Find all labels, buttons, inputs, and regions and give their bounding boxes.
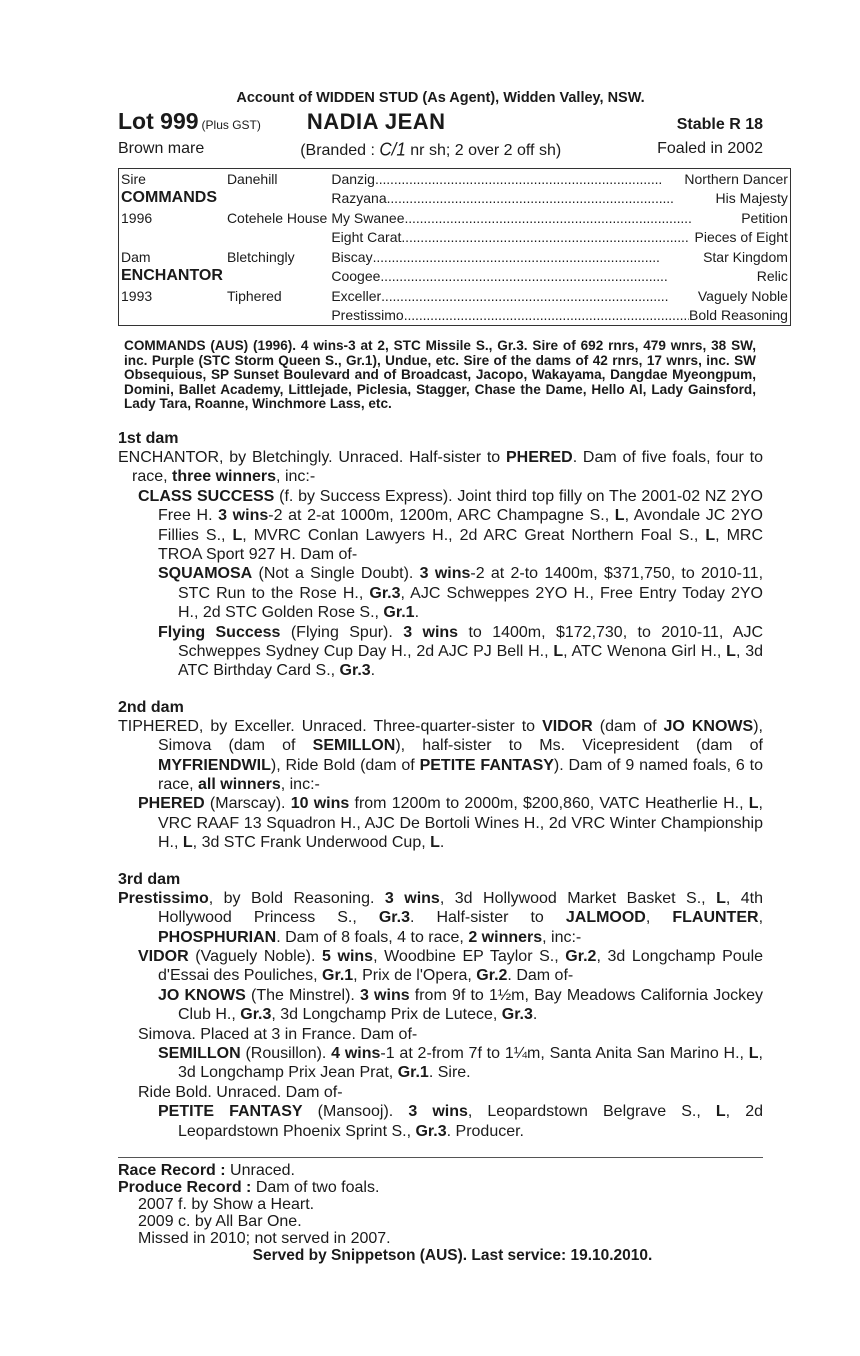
branded-prefix: (Branded :: [300, 142, 380, 159]
pedigree-gen1-cell: ENCHANTOR: [121, 267, 223, 285]
info-line: [118, 140, 763, 160]
pedigree-grandparent-sire: Biscay: [331, 248, 373, 265]
lot-label: Lot 999: [118, 108, 199, 134]
text-run: .: [439, 834, 445, 852]
bold-text-run: L: [726, 643, 736, 661]
bold-text-run: CLASS SUCCESS: [138, 487, 275, 505]
text-run: , by Bold Reasoning.: [208, 889, 385, 907]
produce-record-label: Produce Record :: [118, 1178, 256, 1196]
text-run: . Dam of-: [507, 967, 574, 985]
bold-text-run: Gr.1: [322, 967, 354, 985]
bold-text-run: Gr.3: [369, 584, 401, 602]
pedigree-gen1-cell: 1993: [121, 287, 153, 304]
bold-text-run: 2 winners: [468, 928, 543, 946]
text-run: ). Dam of 9 named foals, 6 to race,: [158, 756, 764, 794]
leader-dots: [375, 171, 684, 187]
second-dam-heading: 2nd dam: [118, 698, 184, 716]
text-run: , MVRC Conlan Lawyers H., 2d ARC Great Northern Foal S.,: [242, 526, 706, 544]
foaled-year: Foaled in 2002: [657, 140, 763, 157]
bold-text-run: VIDOR: [542, 717, 593, 735]
bold-text-run: L: [430, 834, 440, 852]
bold-text-run: 5 wins: [322, 947, 374, 965]
text-run: , inc:-: [280, 776, 320, 794]
bold-text-run: all winners: [198, 776, 281, 794]
catalogue-page: [118, 90, 788, 1265]
text-run: , 3d Longchamp Prix de Lutece,: [271, 1006, 502, 1024]
pedigree-grandparent-sire: Coogee: [331, 268, 381, 285]
race-record-label: Race Record :: [118, 1161, 231, 1179]
leader-dots: [387, 190, 716, 206]
pedigree-gen1-cell: COMMANDS: [121, 189, 217, 207]
bold-text-run: JALMOOD: [565, 909, 646, 927]
bold-text-run: PETITE FANTASY: [419, 756, 554, 774]
pedigree-gen2-cell: [225, 306, 329, 326]
bold-text-run: FLAUNTER: [672, 909, 759, 927]
pedigree-row: [119, 286, 791, 306]
text-run: , 3d ATC Birthday Card S.,: [178, 643, 764, 680]
text-run: .: [414, 604, 420, 622]
pedigree-great-grandsire: Petition: [741, 209, 788, 226]
text-run: , inc:-: [276, 468, 316, 486]
pedigree-row: [119, 169, 791, 189]
third-dam-grandprogeny-3: [118, 1102, 763, 1141]
bold-text-run: L: [715, 1103, 726, 1121]
bold-text-run: JO KNOWS: [663, 717, 754, 735]
bold-text-run: JO KNOWS: [158, 986, 246, 1004]
bold-text-run: Gr.2: [565, 947, 597, 965]
pedigree-gen2-cell: Danehill: [226, 170, 278, 187]
third-dam-progeny-3: Ride Bold. Unraced. Dam of-: [138, 1083, 343, 1101]
bold-text-run: Prestissimo: [118, 889, 209, 907]
stable-number: Stable R 18: [676, 116, 763, 133]
bold-text-run: PETITE FANTASY: [158, 1103, 303, 1121]
text-run: (Mansooj).: [302, 1103, 409, 1121]
third-dam-progeny-1: [118, 947, 763, 986]
produce-foal-2007: 2007 f. by Show a Heart.: [138, 1195, 315, 1213]
pedigree-row: [119, 189, 791, 209]
pedigree-gen3-cell: [329, 286, 790, 306]
plus-gst: (Plus GST): [201, 118, 261, 132]
bold-text-run: VIDOR: [138, 947, 189, 965]
text-run: ,: [645, 909, 673, 927]
text-run: , Leopardstown Belgrave S.,: [467, 1103, 716, 1121]
text-run: TIPHERED, by Exceller. Unraced. Three-quarter-sister to: [118, 717, 543, 735]
text-run: , 4th Hollywood Princess S.,: [158, 889, 764, 927]
text-run: (Rousillon).: [240, 1044, 332, 1062]
brand-mark: C/1: [379, 139, 406, 160]
second-dam-para-1: [118, 717, 763, 795]
bold-text-run: PHOSPHURIAN: [158, 928, 277, 946]
pedigree-gen3-cell: [329, 228, 790, 248]
footer-divider: [118, 1157, 763, 1158]
pedigree-gen3-cell: [329, 267, 790, 287]
text-run: , MRC TROA Sport 927 H. Dam of-: [158, 526, 764, 563]
race-record-value: Unraced.: [230, 1161, 295, 1179]
text-run: (Vaguely Noble).: [188, 947, 323, 965]
text-run: , 3d Hollywood Market Basket S.,: [439, 889, 717, 907]
bold-text-run: Gr.3: [378, 909, 410, 927]
second-dam-progeny-1: [118, 794, 763, 852]
bold-text-run: Flying Success: [158, 623, 281, 641]
first-dam-grandprogeny-2: [118, 623, 763, 681]
bold-text-run: SQUAMOSA: [158, 565, 253, 583]
pedigree-gen3-cell: [329, 208, 790, 228]
vendor-line: Account of WIDDEN STUD (As Agent), Widden Valley, NSW.: [236, 90, 645, 106]
text-run: ), half-sister to Ms. Vicepresident (dam of: [395, 737, 763, 755]
pedigree-great-grandsire: Bold Reasoning: [689, 307, 788, 324]
text-run: , ATC Wenona Girl H.,: [563, 643, 727, 661]
bold-text-run: 3 wins: [403, 623, 459, 641]
bold-text-run: L: [748, 1044, 759, 1062]
bold-text-run: L: [748, 795, 759, 813]
bold-text-run: PHERED: [506, 448, 573, 466]
text-run: , AJC Schweppes 2YO H., Free Entry Today 2YO H., 2d STC Golden Rose S.,: [178, 584, 763, 622]
leader-dots: [381, 288, 698, 304]
branded-suffix: nr sh; 2 over 2 off sh): [405, 142, 562, 159]
text-run: (The Minstrel).: [245, 986, 360, 1004]
pedigree-gen3-cell: [329, 169, 790, 189]
pedigree-row: [119, 208, 791, 228]
pedigree-great-grandsire: Star Kingdom: [703, 248, 788, 265]
leader-dots: [373, 249, 704, 265]
pedigree-gen1-cell: 1996: [121, 209, 153, 226]
leader-dots: [401, 229, 694, 245]
text-run: , inc:-: [542, 928, 582, 946]
text-run: to 1400m, $172,730, to 2010-11, AJC Schweppes Sydney Cup Day H., 2d AJC PJ Bell H.,: [178, 623, 763, 661]
text-run: -2 at 2-at 1000m, 1200m, ARC Champagne S.,: [268, 507, 615, 525]
pedigree-gen3-cell: [329, 306, 790, 326]
text-run: , 3d Longchamp Poule d'Essai des Pouliches,: [158, 947, 764, 985]
pedigree-row: [119, 228, 791, 248]
pedigree-gen2-cell: Tiphered: [226, 287, 282, 304]
text-run: (Not a Single Doubt).: [252, 565, 420, 583]
pedigree-grandparent-sire: My Swanee: [331, 209, 405, 226]
text-run: -2 at 2-to 1400m, $371,750, to 2010-11, STC Run to the Rose H.,: [178, 565, 764, 602]
bold-text-run: 3 wins: [218, 507, 269, 525]
pedigree-gen1-cell: Dam: [121, 248, 151, 265]
bold-text-run: Gr.2: [476, 967, 508, 985]
text-run: , 2d Leopardstown Phoenix Sprint S.,: [178, 1103, 763, 1140]
text-run: ,: [758, 909, 764, 927]
pedigree-row: [119, 247, 791, 267]
bold-text-run: 3 wins: [384, 889, 440, 907]
text-run: . Producer.: [446, 1122, 524, 1140]
text-run: .: [532, 1006, 538, 1024]
bold-text-run: L: [716, 889, 726, 907]
text-run: from 9f to 1½m, Bay Meadows California Jockey Club H.,: [178, 986, 764, 1024]
bold-text-run: L: [553, 643, 564, 661]
bold-text-run: SEMILLON: [158, 1044, 241, 1062]
bold-text-run: L: [705, 526, 716, 544]
third-dam-progeny-2: Simova. Placed at 3 in France. Dam of-: [138, 1025, 418, 1043]
first-dam-para-1: [118, 448, 763, 487]
bold-text-run: Gr.1: [397, 1064, 429, 1082]
bold-text-run: MYFRIENDWIL: [158, 756, 271, 774]
bold-text-run: Gr.1: [383, 604, 415, 622]
third-dam-grandprogeny-2: [118, 1044, 763, 1083]
colour-sex: Brown mare: [118, 140, 205, 157]
pedigree-gen2-cell: Cotehele House: [226, 209, 328, 226]
bold-text-run: L: [182, 834, 193, 852]
pedigree-gen1-cell: Sire: [121, 170, 146, 187]
lot-number: [118, 108, 261, 135]
text-run: , Woodbine EP Taylor S.,: [373, 947, 566, 965]
leader-dots: [404, 307, 689, 323]
served-by-line: Served by Snippetson (AUS). Last service: 19.10.2010.: [252, 1246, 653, 1264]
bold-text-run: 3 wins: [408, 1103, 468, 1121]
pedigree-grandparent-sire: Razyana: [331, 190, 387, 207]
text-run: (Flying Spur).: [280, 623, 404, 641]
pedigree-great-grandsire: Pieces of Eight: [694, 229, 788, 246]
pedigree-grandparent-sire: Exceller: [331, 287, 382, 304]
text-run: ), Ride Bold (dam of: [270, 756, 420, 774]
first-dam-progeny-1: [118, 487, 763, 565]
text-run: , 3d STC Frank Underwood Cup,: [192, 834, 431, 852]
text-run: .: [370, 662, 376, 680]
text-run: , VRC RAAF 13 Squadron H., AJC De Bortoli Wines H., 2d VRC Winter Championship H.,: [158, 795, 763, 852]
pedigree-gen3-cell: [329, 189, 790, 209]
text-run: , 3d Longchamp Prix Jean Prat,: [178, 1044, 763, 1082]
sire-summary: COMMANDS (AUS) (1996). 4 wins-3 at 2, STC Missile S., Gr.3. Sire of 692 rnrs, 479 wnrs, 38 SW, inc. Purple (STC Storm Queen S., Gr.1), Undue, etc. Sire of the dams of 42 rnrs, 17 wnrs, inc. SW Obsequious, SP Sunset Boulevard and of Broadcast, Jacopo, Wakayama, Dangdae Myeongpum, Domini, Ballet Academy, Littlejade, Piclesia, Stagger, Chase the Dame, Hello Al, Lady Gainsford, Lady Tara, Roanne, Winchmore Lass, etc.: [124, 338, 756, 412]
text-run: (f. by Success Express). Joint third top filly on The 2001-02 NZ 2YO Free H.: [158, 487, 763, 525]
first-dam-grandprogeny-1: [118, 564, 763, 622]
text-run: (Marscay).: [204, 795, 291, 813]
text-run: ), Simova (dam of: [158, 717, 763, 755]
bold-text-run: Gr.3: [415, 1122, 447, 1140]
race-record: [118, 1162, 763, 1179]
text-run: , Avondale JC 2YO Fillies S.,: [158, 507, 764, 544]
bold-text-run: SEMILLON: [312, 737, 396, 755]
text-run: . Dam of 8 foals, 4 to race,: [276, 928, 469, 946]
third-dam-heading: 3rd dam: [118, 870, 181, 888]
text-run: ENCHANTOR, by Bletchingly. Unraced. Half-sister to: [118, 448, 506, 466]
bold-text-run: Gr.3: [240, 1006, 272, 1024]
third-dam-grandprogeny-1: [118, 986, 763, 1025]
bold-text-run: L: [614, 507, 625, 525]
pedigree-great-grandsire: Relic: [756, 268, 788, 285]
pedigree-gen1-cell: [119, 306, 225, 326]
pedigree-gen1-cell: [119, 228, 225, 248]
pedigree-gen2-cell: [225, 228, 329, 248]
pedigree-row: [119, 267, 791, 287]
bold-text-run: Gr.3: [339, 662, 371, 680]
horse-name: NADIA JEAN: [306, 109, 446, 134]
bold-text-run: PHERED: [138, 795, 205, 813]
text-run: . Dam of five foals, four to race,: [132, 448, 764, 486]
produce-record-value: Dam of two foals.: [255, 1178, 380, 1196]
pedigree-gen2-cell: [225, 189, 329, 209]
first-dam-heading: 1st dam: [118, 429, 179, 447]
pedigree-great-grandsire: Northern Dancer: [684, 170, 788, 187]
pedigree-grandparent-sire: Eight Carat: [331, 229, 402, 246]
text-run: , Prix de l'Opera,: [353, 967, 477, 985]
text-run: -1 at 2-from 7f to 1¼m, Santa Anita San Marino H.,: [380, 1044, 749, 1062]
pedigree-gen2-cell: [225, 267, 329, 287]
text-run: . Half-sister to: [409, 909, 566, 927]
pedigree-table: [118, 168, 791, 326]
produce-foal-2009: 2009 c. by All Bar One.: [138, 1212, 302, 1230]
bold-text-run: L: [232, 526, 243, 544]
bold-text-run: 3 wins: [360, 986, 410, 1004]
brand-description: [300, 140, 561, 160]
bold-text-run: 4 wins: [331, 1044, 381, 1062]
pedigree-grandparent-sire: Prestissimo: [331, 307, 404, 324]
bold-text-run: 10 wins: [290, 795, 350, 813]
leader-dots: [380, 268, 756, 284]
pedigree-gen2-cell: Bletchingly: [226, 248, 295, 265]
pedigree-row: [119, 306, 791, 326]
third-dam-para-1: [118, 889, 763, 947]
bold-text-run: 3 wins: [419, 565, 471, 583]
text-run: from 1200m to 2000m, $200,860, VATC Heatherlie H.,: [349, 795, 749, 813]
bold-text-run: Gr.3: [501, 1006, 533, 1024]
pedigree-grandparent-sire: Danzig: [331, 170, 375, 187]
bold-text-run: three winners: [172, 468, 277, 486]
lot-line: [118, 108, 763, 136]
text-run: . Sire.: [428, 1064, 471, 1082]
text-run: (dam of: [592, 717, 664, 735]
leader-dots: [405, 210, 742, 226]
produce-record: [118, 1179, 763, 1196]
pedigree-gen3-cell: [329, 247, 790, 267]
produce-missed: Missed in 2010; not served in 2007.: [138, 1229, 391, 1247]
pedigree-great-grandsire: Vaguely Noble: [697, 287, 788, 304]
pedigree-great-grandsire: His Majesty: [715, 190, 788, 207]
